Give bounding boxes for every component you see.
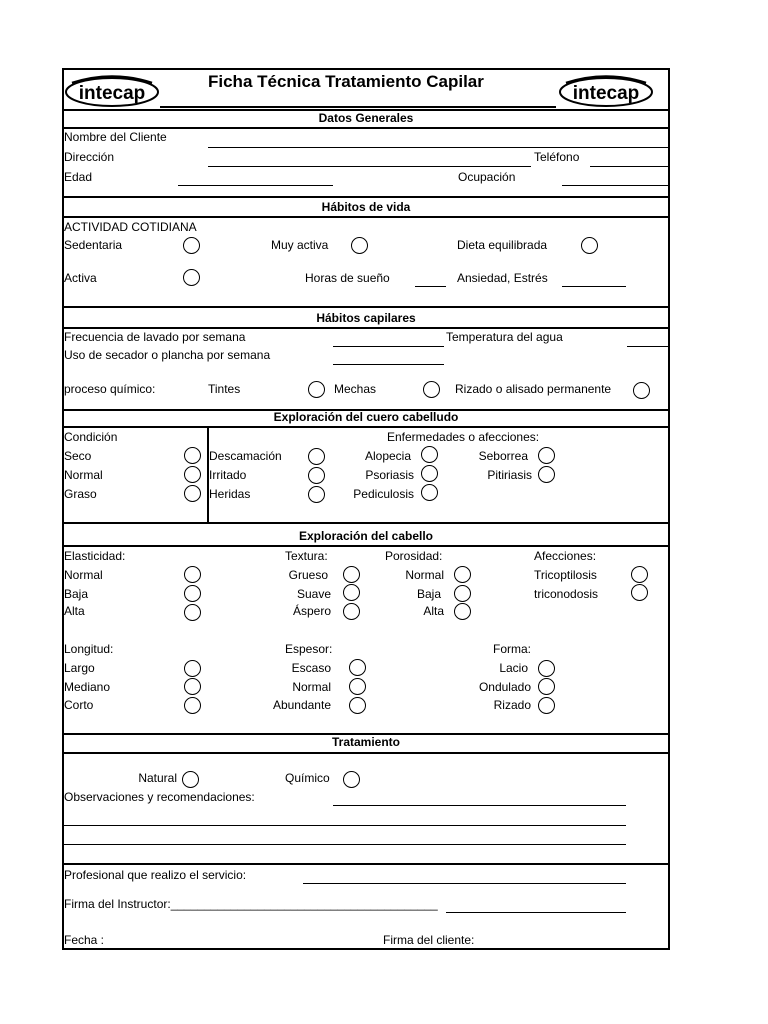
checkbox-lacio[interactable] bbox=[538, 660, 555, 677]
title-underline bbox=[160, 106, 556, 108]
label-quimico: Químico bbox=[285, 771, 330, 785]
label-normal: Normal bbox=[64, 468, 103, 482]
label-elasticidad-alta: Alta bbox=[64, 604, 85, 618]
label-descamacion: Descamación bbox=[209, 449, 282, 463]
label-forma: Forma: bbox=[493, 642, 532, 656]
label-irritado: Irritado bbox=[209, 468, 247, 482]
checkbox-grueso[interactable] bbox=[343, 566, 360, 583]
label-ondulado: Ondulado bbox=[478, 680, 531, 694]
label-afecciones: Afecciones: bbox=[534, 549, 597, 563]
label-temperatura: Temperatura del agua bbox=[446, 330, 563, 344]
checkbox-descamacion[interactable] bbox=[308, 448, 325, 465]
field-line-direccion[interactable] bbox=[208, 166, 531, 167]
checkbox-tintes[interactable] bbox=[308, 381, 325, 398]
checkbox-graso[interactable] bbox=[184, 485, 201, 502]
label-dieta: Dieta equilibrada bbox=[457, 238, 548, 252]
label-mediano: Mediano bbox=[64, 680, 111, 694]
divider bbox=[62, 863, 670, 865]
checkbox-elasticidad-normal[interactable] bbox=[184, 566, 201, 583]
checkbox-psoriasis[interactable] bbox=[421, 465, 438, 482]
label-lacio: Lacio bbox=[499, 661, 528, 675]
checkbox-corto[interactable] bbox=[184, 697, 201, 714]
label-tintes: Tintes bbox=[208, 382, 241, 396]
label-ocupacion: Ocupación bbox=[458, 170, 516, 184]
checkbox-tricoptilosis[interactable] bbox=[631, 566, 648, 583]
label-elasticidad-normal: Normal bbox=[64, 568, 103, 582]
label-actividad: ACTIVIDAD COTIDIANA bbox=[64, 220, 197, 234]
label-seco: Seco bbox=[64, 449, 92, 463]
checkbox-porosidad-normal[interactable] bbox=[454, 566, 471, 583]
checkbox-elasticidad-baja[interactable] bbox=[184, 585, 201, 602]
label-tricoptilosis: Tricoptilosis bbox=[534, 568, 597, 582]
label-pediculosis: Pediculosis bbox=[353, 487, 414, 501]
label-natural: Natural bbox=[138, 771, 177, 785]
checkbox-porosidad-alta[interactable] bbox=[454, 603, 471, 620]
label-abundante: Abundante bbox=[272, 698, 331, 712]
label-heridas: Heridas bbox=[209, 487, 251, 501]
label-frecuencia: Frecuencia de lavado por semana bbox=[64, 330, 246, 344]
checkbox-escaso[interactable] bbox=[349, 659, 366, 676]
checkbox-quimico[interactable] bbox=[343, 771, 360, 788]
label-seborrea: Seborrea bbox=[478, 449, 528, 463]
label-firma-cliente: Firma del cliente: bbox=[383, 933, 475, 947]
label-escaso: Escaso bbox=[291, 661, 331, 675]
label-mechas: Mechas bbox=[334, 382, 377, 396]
checkbox-rizado-permanente[interactable] bbox=[633, 382, 650, 399]
field-line-observaciones-3[interactable] bbox=[64, 844, 626, 845]
field-line-edad[interactable] bbox=[178, 185, 333, 186]
label-nombre: Nombre del Cliente bbox=[64, 130, 167, 144]
checkbox-dieta[interactable] bbox=[581, 237, 598, 254]
label-pitiriasis: Pitiriasis bbox=[487, 468, 532, 482]
checkbox-alopecia[interactable] bbox=[421, 446, 438, 463]
checkbox-normal[interactable] bbox=[184, 466, 201, 483]
label-proceso: proceso químico: bbox=[64, 382, 156, 396]
checkbox-activa[interactable] bbox=[183, 269, 200, 286]
checkbox-elasticidad-alta[interactable] bbox=[184, 604, 201, 621]
label-firma-instructor: Firma del Instructor:________________________________________ bbox=[64, 897, 438, 911]
checkbox-suave[interactable] bbox=[343, 584, 360, 601]
checkbox-seborrea[interactable] bbox=[538, 447, 555, 464]
field-line-nombre[interactable] bbox=[208, 147, 668, 148]
divider bbox=[62, 306, 670, 308]
checkbox-aspero[interactable] bbox=[343, 603, 360, 620]
checkbox-heridas[interactable] bbox=[308, 486, 325, 503]
label-secador: Uso de secador o plancha por semana bbox=[64, 348, 271, 362]
label-triconodosis: triconodosis bbox=[534, 587, 599, 601]
label-espesor-normal: Normal bbox=[292, 680, 331, 694]
label-muy-activa: Muy activa bbox=[271, 238, 329, 252]
checkbox-pitiriasis[interactable] bbox=[538, 466, 555, 483]
label-telefono: Teléfono bbox=[534, 150, 580, 164]
divider bbox=[62, 327, 670, 329]
section-habitos-vida: Hábitos de vida bbox=[321, 200, 411, 214]
divider bbox=[62, 196, 670, 198]
section-cuero-cabelludo: Exploración del cuero cabelludo bbox=[273, 410, 459, 424]
label-alopecia: Alopecia bbox=[364, 449, 411, 463]
field-line-ocupacion[interactable] bbox=[562, 185, 668, 186]
checkbox-porosidad-baja[interactable] bbox=[454, 585, 471, 602]
label-porosidad-normal: Normal bbox=[405, 568, 444, 582]
checkbox-rizado[interactable] bbox=[538, 697, 555, 714]
field-line-temperatura[interactable] bbox=[627, 346, 668, 347]
divider bbox=[62, 127, 670, 129]
checkbox-pediculosis[interactable] bbox=[421, 484, 438, 501]
checkbox-largo[interactable] bbox=[184, 660, 201, 677]
checkbox-natural[interactable] bbox=[182, 771, 199, 788]
label-suave: Suave bbox=[296, 587, 331, 601]
label-sedentaria: Sedentaria bbox=[64, 238, 123, 252]
label-fecha: Fecha : bbox=[64, 933, 105, 947]
field-line-observaciones-1[interactable] bbox=[333, 805, 626, 806]
label-largo: Largo bbox=[64, 661, 95, 675]
label-aspero: Áspero bbox=[292, 604, 331, 618]
checkbox-espesor-normal[interactable] bbox=[349, 678, 366, 695]
label-longitud: Longitud: bbox=[64, 642, 114, 656]
checkbox-seco[interactable] bbox=[184, 447, 201, 464]
intecap-logo-left bbox=[64, 74, 160, 108]
section-datos-generales: Datos Generales bbox=[318, 111, 414, 125]
label-rizado-permanente: Rizado o alisado permanente bbox=[455, 382, 612, 396]
label-porosidad: Porosidad: bbox=[385, 549, 443, 563]
svg-text:intecap: intecap bbox=[572, 83, 640, 104]
label-psoriasis: Psoriasis bbox=[365, 468, 414, 482]
label-espesor: Espesor: bbox=[285, 642, 333, 656]
divider bbox=[62, 426, 670, 428]
field-line-horas-sueno[interactable] bbox=[415, 286, 446, 287]
label-porosidad-baja: Baja bbox=[416, 587, 441, 601]
field-line-frecuencia[interactable] bbox=[333, 346, 444, 347]
intecap-logo-right bbox=[558, 74, 654, 108]
checkbox-triconodosis[interactable] bbox=[631, 584, 648, 601]
divider bbox=[62, 522, 670, 524]
checkbox-mechas[interactable] bbox=[423, 381, 440, 398]
field-line-telefono[interactable] bbox=[590, 166, 668, 167]
label-grueso: Grueso bbox=[288, 568, 328, 582]
checkbox-abundante[interactable] bbox=[349, 697, 366, 714]
checkbox-irritado[interactable] bbox=[308, 467, 325, 484]
field-line-ansiedad[interactable] bbox=[562, 286, 626, 287]
field-line-observaciones-2[interactable] bbox=[64, 825, 626, 826]
section-habitos-capilares: Hábitos capilares bbox=[316, 311, 416, 325]
field-line-firma-instructor[interactable] bbox=[446, 912, 626, 913]
checkbox-mediano[interactable] bbox=[184, 678, 201, 695]
field-line-profesional[interactable] bbox=[303, 883, 626, 884]
label-corto: Corto bbox=[64, 698, 94, 712]
svg-text:intecap: intecap bbox=[78, 83, 146, 104]
label-rizado: Rizado bbox=[493, 698, 531, 712]
divider bbox=[62, 216, 670, 218]
label-direccion: Dirección bbox=[64, 150, 115, 164]
label-elasticidad: Elasticidad: bbox=[64, 549, 126, 563]
divider bbox=[62, 545, 670, 547]
label-ansiedad: Ansiedad, Estrés bbox=[457, 271, 548, 285]
section-tratamiento: Tratamiento bbox=[331, 735, 400, 749]
label-edad: Edad bbox=[64, 170, 93, 184]
label-observaciones: Observaciones y recomendaciones: bbox=[64, 790, 255, 804]
label-enfermedades: Enfermedades o afecciones: bbox=[387, 430, 540, 444]
form-title: Ficha Técnica Tratamiento Capilar bbox=[208, 72, 484, 91]
checkbox-muy-activa[interactable] bbox=[351, 237, 368, 254]
label-elasticidad-baja: Baja bbox=[64, 587, 89, 601]
field-line-secador[interactable] bbox=[333, 364, 444, 365]
label-porosidad-alta: Alta bbox=[423, 604, 444, 618]
label-activa: Activa bbox=[64, 271, 97, 285]
label-profesional: Profesional que realizo el servicio: bbox=[64, 868, 247, 882]
label-graso: Graso bbox=[64, 487, 97, 501]
checkbox-sedentaria[interactable] bbox=[183, 237, 200, 254]
section-cabello: Exploración del cabello bbox=[298, 529, 434, 543]
checkbox-ondulado[interactable] bbox=[538, 678, 555, 695]
label-horas-sueno: Horas de sueño bbox=[305, 271, 390, 285]
divider bbox=[62, 752, 670, 754]
label-condicion: Condición bbox=[64, 430, 118, 444]
label-textura: Textura: bbox=[285, 549, 328, 563]
